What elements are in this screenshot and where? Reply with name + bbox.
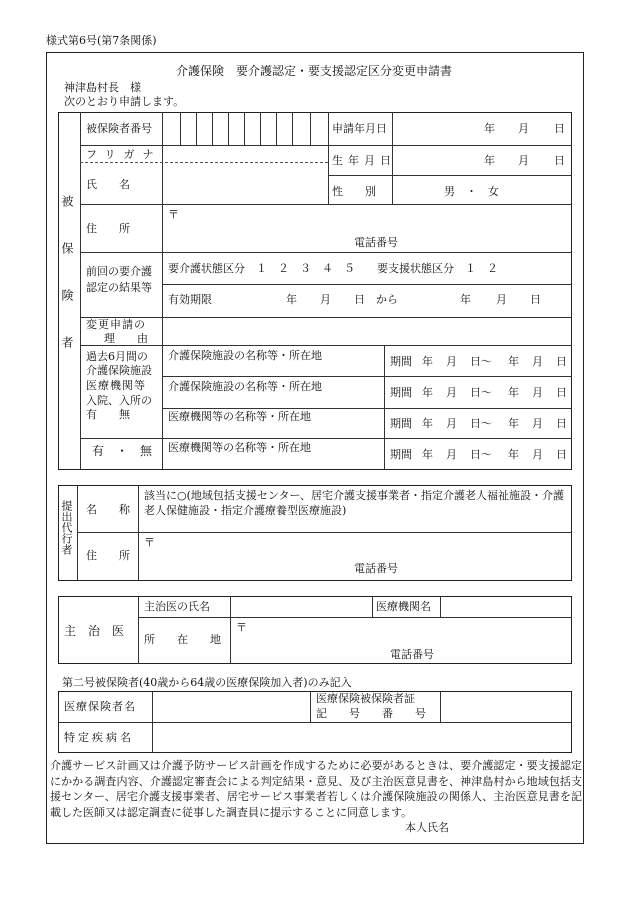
prev-result-label-2: 認定の結果等	[86, 281, 152, 294]
period-to-year: 年	[508, 417, 519, 430]
history-label-1: 過去6月間の	[86, 350, 148, 363]
history-label-4: 入院、入所の	[86, 394, 152, 407]
period-to-month: 月	[532, 448, 543, 461]
care-level-line[interactable]: 要介護状態区分 １ ２ ３ ４ ５ 要支援状態区分 １ ２	[168, 262, 498, 275]
birth-date-year: 年	[484, 154, 495, 167]
furigana-input[interactable]	[163, 146, 327, 161]
name-input[interactable]	[163, 163, 327, 203]
submitter-name-label: 名 称	[86, 503, 130, 516]
period-label: 期間	[390, 386, 412, 399]
cert-label-1: 医療保険被保険者証	[316, 692, 415, 705]
valid-from-day: 日	[354, 293, 365, 306]
submitter-instructions[interactable]: 該当に○(地域包括支援センター、居宅介護支援事業者・指定介護老人福祉施設・介護老人保健施設・指定介護療養型医療施設)	[144, 489, 565, 517]
application-date-input[interactable]	[393, 113, 571, 144]
period-to-day: 日	[556, 355, 567, 368]
history-label-3: 医療機関等	[86, 379, 146, 392]
period-to-day: 日	[556, 417, 567, 430]
facility-name-label-2: 介護保険施設の名称等・所在地	[168, 380, 322, 393]
doctor-name-label: 主治医の氏名	[144, 600, 210, 613]
period-from-year: 年	[422, 417, 433, 430]
valid-from-month: 月	[320, 293, 331, 306]
facility-name-label-1: 介護保険施設の名称等・所在地	[168, 349, 322, 362]
medical-name-label-1: 医療機関等の名称等・所在地	[168, 410, 311, 423]
period-from-year: 年	[422, 386, 433, 399]
insured-number-input[interactable]	[163, 113, 327, 144]
form-title: 介護保険 要介護認定・要支援認定区分変更申請書	[176, 64, 453, 78]
disease-label: 特定疾病名	[64, 731, 134, 744]
period-from-month: 月	[446, 355, 457, 368]
period-from-day: 日～	[470, 355, 492, 368]
history-label-5: 有 無	[86, 408, 130, 421]
submitter-phone-label: 電話番号	[354, 562, 398, 575]
period-to-day: 日	[556, 448, 567, 461]
addressee: 神津島村長 様	[64, 81, 141, 94]
period-to-year: 年	[508, 355, 519, 368]
period-to-month: 月	[532, 355, 543, 368]
change-reason-input[interactable]	[163, 318, 571, 344]
submitter-side-label: 提出代行者	[60, 500, 73, 555]
insurer-name-input[interactable]	[153, 692, 309, 721]
signature-input[interactable]	[452, 818, 572, 838]
period-to-year: 年	[508, 386, 519, 399]
application-date-label: 申請年月日	[332, 122, 387, 135]
gender-label: 性 別	[332, 185, 376, 198]
history-label-2: 介護保険施設	[86, 364, 152, 377]
birth-date-day: 日	[554, 154, 565, 167]
insurer-name-label: 医療保険者名	[64, 700, 136, 713]
change-reason-label-2: 理 由	[104, 332, 148, 345]
second-insured-heading: 第二号被保険者(40歳から64歳の医療保険加入者)のみ記入	[62, 676, 352, 689]
valid-from-year: 年	[286, 293, 297, 306]
disease-input[interactable]	[153, 723, 571, 752]
insured-number-label: 被保険者番号	[86, 122, 152, 135]
yes-no-option[interactable]: 有 ・ 無	[92, 444, 153, 458]
signature-label: 本人氏名	[405, 821, 449, 834]
valid-period-label: 有効期限	[168, 293, 212, 306]
doctor-institution-input[interactable]	[441, 597, 571, 616]
doctor-name-input[interactable]	[231, 597, 371, 616]
period-to-day: 日	[556, 386, 567, 399]
period-from-day: 日～	[470, 448, 492, 461]
application-date-year: 年	[484, 122, 495, 135]
valid-to-year: 年	[460, 293, 471, 306]
application-date-month: 月	[518, 122, 529, 135]
application-date-day: 日	[554, 122, 565, 135]
phone-label: 電話番号	[354, 236, 398, 249]
period-label: 期間	[390, 448, 412, 461]
postal-mark: 〒	[168, 208, 179, 221]
doctor-phone-label: 電話番号	[390, 648, 434, 661]
period-from-month: 月	[446, 448, 457, 461]
period-label: 期間	[390, 417, 412, 430]
period-from-day: 日～	[470, 386, 492, 399]
period-from-month: 月	[446, 417, 457, 430]
address-label: 住 所	[86, 222, 130, 235]
valid-from-word: から	[376, 293, 398, 306]
change-reason-label-1: 変更申請の	[86, 318, 146, 331]
birth-date-label: 生年月日	[332, 154, 396, 167]
valid-to-day: 日	[530, 293, 541, 306]
period-from-day: 日～	[470, 417, 492, 430]
period-from-year: 年	[422, 448, 433, 461]
insured-side-label: 被保険者	[60, 195, 74, 383]
prev-result-label-1: 前回の要介護	[86, 265, 152, 278]
period-to-month: 月	[532, 386, 543, 399]
cert-number-input[interactable]	[441, 692, 571, 721]
furigana-label: フリガナ	[86, 148, 162, 161]
doctor-postal-mark: 〒	[236, 621, 247, 634]
period-to-year: 年	[508, 448, 519, 461]
cert-label-2: 記 号 番 号	[316, 707, 426, 720]
period-label: 期間	[390, 355, 412, 368]
gender-options[interactable]: 男 ・ 女	[444, 185, 499, 198]
birth-date-input[interactable]	[393, 146, 571, 174]
intro-text: 次のとおり申請します。	[64, 95, 185, 108]
form-number: 様式第6号(第7条関係)	[46, 34, 157, 47]
submitter-address-label: 住 所	[86, 549, 130, 562]
birth-date-month: 月	[518, 154, 529, 167]
period-from-month: 月	[446, 386, 457, 399]
name-label: 氏 名	[86, 178, 130, 191]
consent-text: 介護サービス計画又は介護予防サービス計画を作成するために必要があるときは、要介護認定・要支援認定にかかる調査内容、介護認定審査会による判定結果・意見、及び主治医意見書を、神津島村から地域包括支援センター、居宅介護支援事業者、居宅サービス事業者若しくは介護保険施設の関係人、主治医意見書を記載した医師又は認定調査に従事した調査員に提示することに同意します。	[50, 759, 582, 819]
doctor-side-label: 主 治 医	[64, 624, 125, 638]
valid-to-month: 月	[496, 293, 507, 306]
medical-name-label-2: 医療機関等の名称等・所在地	[168, 441, 311, 454]
period-to-month: 月	[532, 417, 543, 430]
submitter-postal-mark: 〒	[144, 536, 155, 549]
doctor-institution-label: 医療機関名	[376, 600, 431, 613]
period-from-year: 年	[422, 355, 433, 368]
doctor-address-label: 所 在 地	[144, 633, 221, 646]
